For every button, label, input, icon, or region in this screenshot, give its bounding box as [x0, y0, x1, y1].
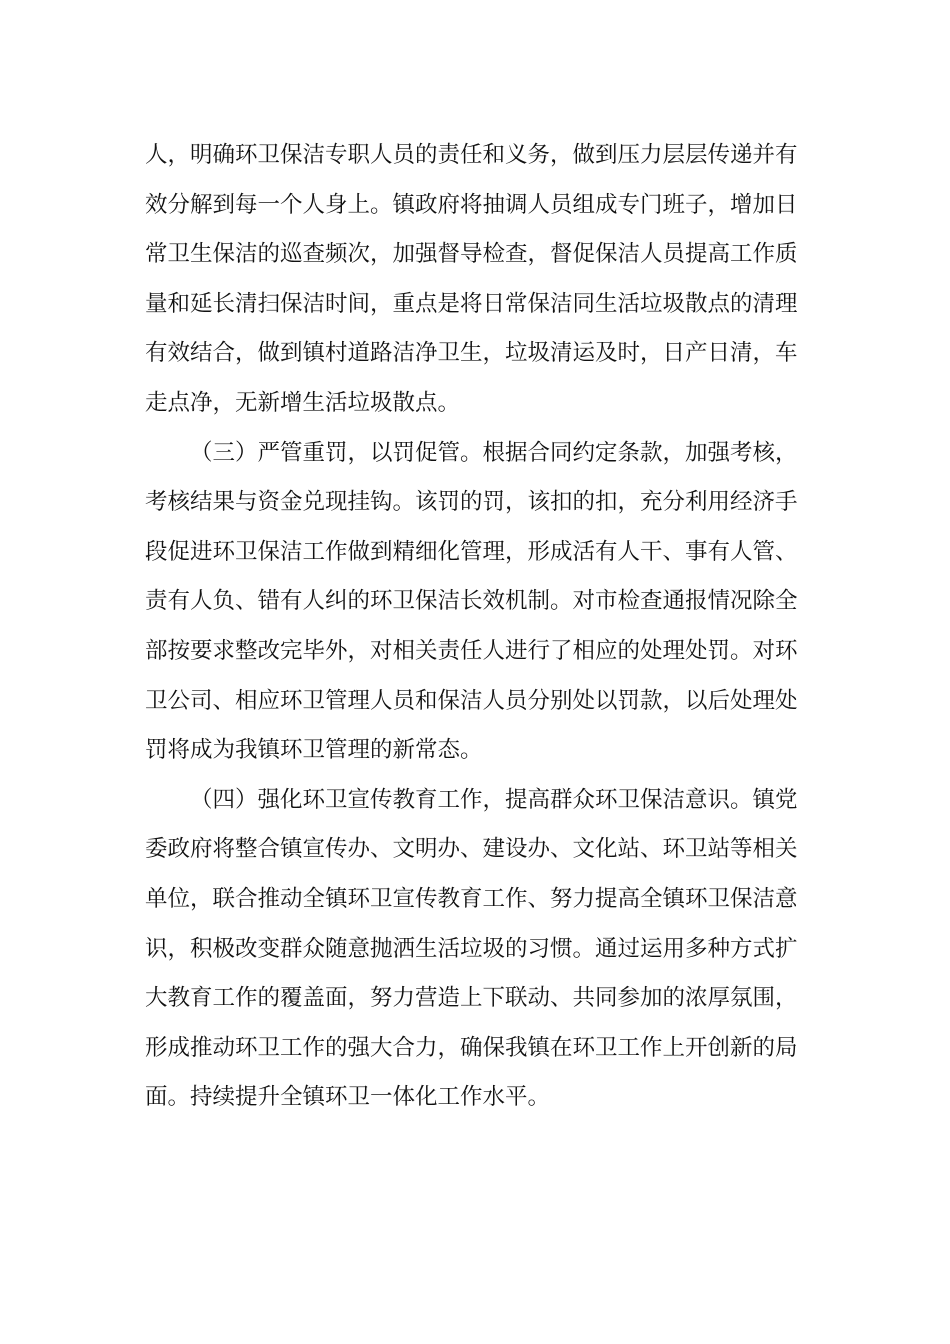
- text-line: 效分解到每一个人身上。镇政府将抽调人员组成专门班子，增加日: [145, 191, 798, 218]
- text-line: 人，明确环卫保洁专职人员的责任和义务，做到压力层层传递并有: [145, 142, 798, 168]
- document-body: [145, 131, 809, 1123]
- text-line: （三）严管重罚，以罚促管。根据合同约定条款，加强考核，: [190, 439, 798, 466]
- paragraph-section-4: [145, 776, 809, 1123]
- text-line: 大教育工作的覆盖面，努力营造上下联动、共同参加的浓厚氛围，: [145, 985, 798, 1012]
- text-line: 卫公司、相应环卫管理人员和保洁人员分别处以罚款，以后处理处: [145, 687, 798, 714]
- text-line: 委政府将整合镇宣传办、文明办、建设办、文化站、环卫站等相关: [145, 836, 798, 863]
- paragraph-section-3: [145, 429, 809, 776]
- paragraph-continuation: [145, 131, 809, 429]
- text-line: 量和延长清扫保洁时间，重点是将日常保洁同生活垃圾散点的清理: [145, 290, 798, 317]
- text-line: 面。持续提升全镇环卫一体化工作水平。: [145, 1084, 551, 1111]
- text-line: 单位，联合推动全镇环卫宣传教育工作、努力提高全镇环卫保洁意: [145, 885, 798, 912]
- text-line: 责有人负、错有人纠的环卫保洁长效机制。对市检查通报情况除全: [145, 588, 798, 615]
- text-line: 识，积极改变群众随意抛洒生活垃圾的习惯。通过运用多种方式扩: [145, 935, 798, 962]
- text-line: 形成推动环卫工作的强大合力，确保我镇在环卫工作上开创新的局: [145, 1034, 798, 1061]
- text-line: 段促进环卫保洁工作做到精细化管理，形成活有人干、事有人管、: [145, 538, 798, 565]
- text-line: 走点净，无新增生活垃圾散点。: [145, 389, 461, 416]
- text-line: （四）强化环卫宣传教育工作，提高群众环卫保洁意识。镇党: [190, 786, 798, 813]
- text-line: 罚将成为我镇环卫管理的新常态。: [145, 737, 483, 764]
- text-line: 有效结合，做到镇村道路洁净卫生，垃圾清运及时，日产日清，车: [145, 340, 798, 367]
- text-line: 考核结果与资金兑现挂钩。该罚的罚，该扣的扣，充分利用经济手: [145, 489, 798, 516]
- text-line: 常卫生保洁的巡查频次，加强督导检查，督促保洁人员提高工作质: [145, 241, 798, 268]
- text-line: 部按要求整改完毕外，对相关责任人进行了相应的处理处罚。对环: [145, 637, 798, 664]
